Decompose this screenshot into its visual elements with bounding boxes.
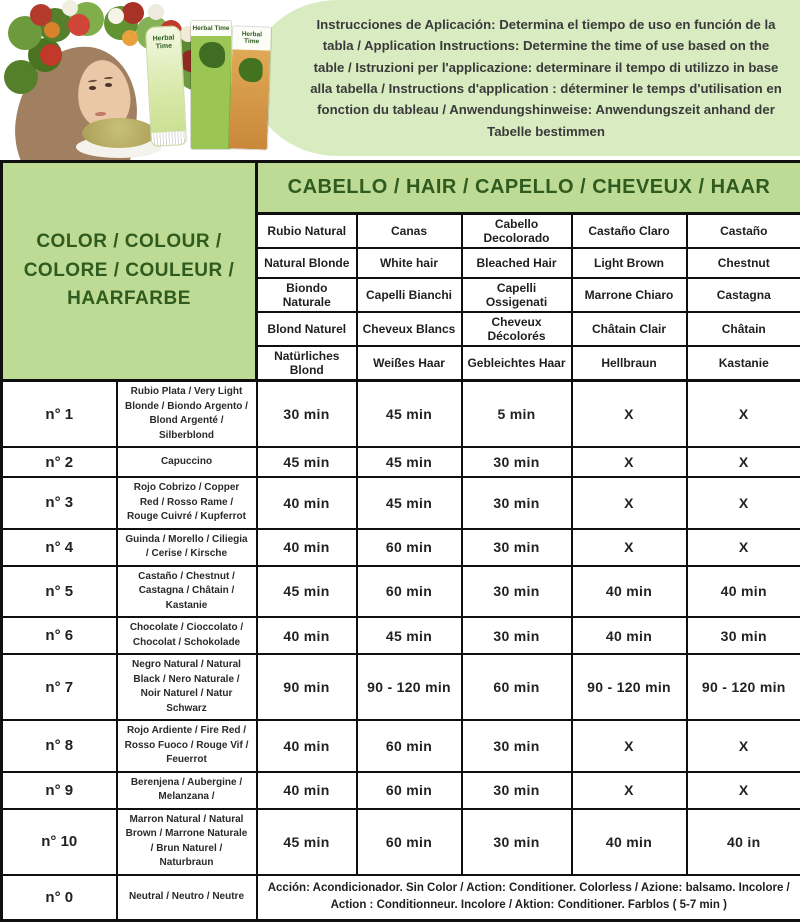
- table-row: [2, 477, 800, 529]
- time-cell: 40 min: [572, 566, 687, 618]
- hair-type-label: Bleached Hair: [462, 248, 572, 278]
- product-tube: [145, 25, 187, 147]
- hair-type-label: Blond Naturel: [257, 312, 357, 346]
- color-number: n° 8: [2, 720, 117, 772]
- color-name: Berenjena / Aubergine / Melanzana /: [117, 772, 257, 809]
- product-box-tan: [228, 25, 272, 150]
- time-cell: 30 min: [462, 617, 572, 654]
- plant-icon: [238, 58, 263, 83]
- color-header-cell: COLOR / COLOUR / COLORE / COULEUR / HAARFARBE: [2, 162, 257, 381]
- color-name: Chocolate / Cioccolato / Chocolat / Schokolade: [117, 617, 257, 654]
- color-number: n° 10: [2, 809, 117, 875]
- hair-type-label: Châtain Clair: [572, 312, 687, 346]
- hair-type-label: Marrone Chiaro: [572, 278, 687, 312]
- hair-type-label: Cheveux Décolorés: [462, 312, 572, 346]
- color-number: n° 4: [2, 529, 117, 566]
- table-row: [2, 381, 800, 448]
- table-row: [2, 772, 800, 809]
- model-eye: [105, 83, 112, 87]
- plant-icon: [199, 42, 225, 68]
- instructions-panel: Instrucciones de Aplicación: Determina el tiempo de uso en función de la tabla / Application Instructions: Determine the time of use based on the table / Istruzioni per l'applicazione: determinare il tempo di utilizzo in base alla tabella / Instructions d'application : déterminer le temps d'utilisation en fonction du tableau / Anwendungshinweise: Anwendungszeit anhand der Tabelle bestimmen: [250, 0, 800, 156]
- hair-type-label: Châtain: [687, 312, 800, 346]
- color-number: n° 6: [2, 617, 117, 654]
- time-cell: 40 min: [257, 477, 357, 529]
- hair-type-label: Castagna: [687, 278, 800, 312]
- hair-type-label: Capelli Bianchi: [357, 278, 462, 312]
- time-cell: X: [687, 720, 800, 772]
- time-cell: 40 min: [257, 529, 357, 566]
- hair-type-label: Cabello Decolorado: [462, 214, 572, 249]
- color-name: Rubio Plata / Very Light Blonde / Biondo Argento / Blond Argenté / Silberblond: [117, 381, 257, 448]
- time-cell: 40 min: [687, 566, 800, 618]
- time-cell: 30 min: [687, 617, 800, 654]
- time-cell: 45 min: [257, 447, 357, 477]
- model-eye: [89, 86, 96, 90]
- color-number: n° 5: [2, 566, 117, 618]
- time-cell: 45 min: [257, 566, 357, 618]
- hair-header-cell: CABELLO / HAIR / CAPELLO / CHEVEUX / HAAR: [257, 162, 800, 214]
- hair-type-label: Kastanie: [687, 346, 800, 381]
- time-cell: X: [687, 772, 800, 809]
- time-cell: 90 - 120 min: [687, 654, 800, 720]
- hair-type-label: Castaño: [687, 214, 800, 249]
- time-cell: 60 min: [357, 809, 462, 875]
- box-artwork: [191, 36, 231, 149]
- hair-type-label: Castaño Claro: [572, 214, 687, 249]
- flower-wreath-whites: [62, 0, 78, 16]
- time-cell: 40 min: [572, 809, 687, 875]
- color-number: n° 1: [2, 381, 117, 448]
- time-cell: 45 min: [357, 381, 462, 448]
- time-cell: 90 - 120 min: [572, 654, 687, 720]
- hair-type-label: Chestnut: [687, 248, 800, 278]
- hair-type-label: Natürliches Blond: [257, 346, 357, 381]
- color-name: Neutral / Neutro / Neutre: [117, 875, 257, 921]
- hair-type-label: Capelli Ossigenati: [462, 278, 572, 312]
- time-cell: 30 min: [462, 529, 572, 566]
- time-cell: 40 min: [572, 617, 687, 654]
- time-cell: 90 min: [257, 654, 357, 720]
- hair-type-label: Canas: [357, 214, 462, 249]
- table-row: [2, 529, 800, 566]
- time-cell: 30 min: [462, 720, 572, 772]
- table-row: [2, 617, 800, 654]
- box-artwork: [229, 49, 270, 149]
- time-cell: 40 min: [257, 720, 357, 772]
- table-row: [2, 566, 800, 618]
- time-cell: X: [687, 529, 800, 566]
- table-row: [2, 720, 800, 772]
- time-cell: X: [572, 477, 687, 529]
- time-cell: 30 min: [462, 447, 572, 477]
- hair-type-label: Biondo Naturale: [257, 278, 357, 312]
- time-cell: 30 min: [462, 477, 572, 529]
- model-photo: [0, 0, 275, 160]
- time-cell: 45 min: [357, 477, 462, 529]
- hair-type-label: Gebleichtes Haar: [462, 346, 572, 381]
- product-brand-label: Herbal Time: [146, 34, 181, 53]
- hair-type-label: Cheveux Blancs: [357, 312, 462, 346]
- color-number: n° 2: [2, 447, 117, 477]
- color-number: n° 7: [2, 654, 117, 720]
- color-number: n° 0: [2, 875, 117, 921]
- color-name: Marron Natural / Natural Brown / Marrone Naturale / Brun Naturel / Naturbraun: [117, 809, 257, 875]
- time-cell: 45 min: [357, 617, 462, 654]
- color-name: Capuccino: [117, 447, 257, 477]
- hair-type-label: Weißes Haar: [357, 346, 462, 381]
- time-cell: 30 min: [462, 566, 572, 618]
- henna-powder: [82, 118, 156, 148]
- hero-section: [0, 0, 800, 160]
- time-cell: X: [572, 772, 687, 809]
- time-cell: 5 min: [462, 381, 572, 448]
- time-cell: X: [572, 447, 687, 477]
- product-box-red: [190, 20, 232, 150]
- color-name: Negro Natural / Natural Black / Nero Naturale / Noir Naturel / Natur Schwarz: [117, 654, 257, 720]
- time-cell: 40 min: [257, 617, 357, 654]
- table-row: [2, 447, 800, 477]
- conditioner-action-note: Acción: Acondicionador. Sin Color / Action: Conditioner. Colorless / Azione: balsamo. Incolore / Action : Conditionneur. Incolore / Aktion: Conditioner. Farblos ( 5-7 min ): [257, 875, 800, 921]
- product-brand-label: Herbal Time: [191, 21, 231, 36]
- application-time-table: [0, 160, 800, 922]
- time-cell: X: [687, 447, 800, 477]
- time-cell: X: [572, 720, 687, 772]
- time-cell: X: [687, 477, 800, 529]
- time-cell: 40 in: [687, 809, 800, 875]
- time-cell: 60 min: [462, 654, 572, 720]
- flower-wreath-reds: [30, 4, 52, 26]
- tube-cap: [151, 131, 186, 146]
- hair-type-label: Hellbraun: [572, 346, 687, 381]
- time-cell: X: [687, 381, 800, 448]
- time-cell: 60 min: [357, 772, 462, 809]
- table-row-neutral: [2, 875, 800, 921]
- time-cell: 40 min: [257, 772, 357, 809]
- time-cell: 60 min: [357, 720, 462, 772]
- color-number: n° 3: [2, 477, 117, 529]
- time-cell: 30 min: [257, 381, 357, 448]
- time-cell: 60 min: [357, 529, 462, 566]
- table-row: [2, 654, 800, 720]
- time-cell: 45 min: [257, 809, 357, 875]
- hair-type-label: White hair: [357, 248, 462, 278]
- table-row: [2, 809, 800, 875]
- time-cell: 30 min: [462, 772, 572, 809]
- time-cell: 60 min: [357, 566, 462, 618]
- time-cell: X: [572, 529, 687, 566]
- color-name: Rojo Cobrizo / Copper Red / Rosso Rame / Rouge Cuivré / Kupferrot: [117, 477, 257, 529]
- time-cell: 90 - 120 min: [357, 654, 462, 720]
- time-cell: X: [572, 381, 687, 448]
- hair-type-label: Natural Blonde: [257, 248, 357, 278]
- time-cell: 30 min: [462, 809, 572, 875]
- color-name: Castaño / Chestnut / Castagna / Châtain / Kastanie: [117, 566, 257, 618]
- time-cell: 45 min: [357, 447, 462, 477]
- product-brand-label: Herbal Time: [232, 26, 271, 50]
- hair-type-label: Rubio Natural: [257, 214, 357, 249]
- color-name: Rojo Ardiente / Fire Red / Rosso Fuoco / Rouge Vif / Feuerrot: [117, 720, 257, 772]
- hair-type-label: Light Brown: [572, 248, 687, 278]
- color-name: Guinda / Morello / Ciliegia / Cerise / Kirsche: [117, 529, 257, 566]
- color-number: n° 9: [2, 772, 117, 809]
